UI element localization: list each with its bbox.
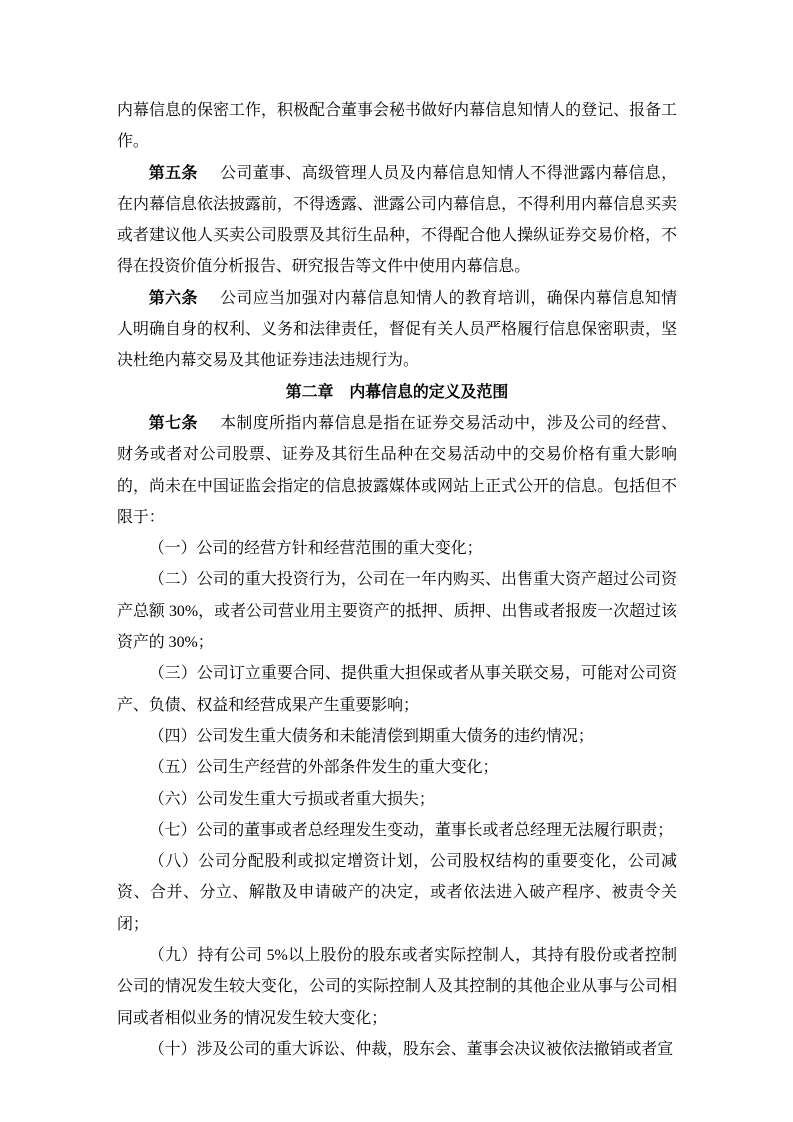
article-6-label: 第六条	[148, 289, 198, 307]
document-body	[117, 95, 677, 1065]
list-item-text: （六）公司发生重大亏损或者重大损失；	[148, 790, 435, 808]
list-item-1	[117, 533, 677, 564]
paragraph-text: 内幕信息的保密工作，积极配合董事会秘书做好内幕信息知情人的登记、报备工作。	[117, 102, 677, 151]
list-item-text: （九）持有公司 5%以上股份的股东或者实际控制人，其持有股份或者控制公司的情况发生较大变化，公司的实际控制人及其控制的其他企业从事与公司相同或者相似业务的情况发生较大变化；	[117, 947, 677, 1027]
list-item-text: （一）公司的经营方针和经营范围的重大变化；	[148, 540, 483, 558]
list-item-6	[117, 784, 677, 815]
list-item-text: （五）公司生产经营的外部条件发生的重大变化；	[148, 759, 499, 777]
article-6-text: 公司应当加强对内幕信息知情人的教育培训，确保内幕信息知情人明确自身的权利、义务和法律责任，督促有关人员严格履行信息保密职责，坚决杜绝内幕交易及其他证券违法违规行为。	[117, 289, 678, 370]
list-item-text: （十）涉及公司的重大诉讼、仲裁，股东会、董事会决议被依法撤销或者宣	[148, 1040, 674, 1058]
article-5-label: 第五条	[148, 164, 198, 182]
list-item-8	[117, 846, 677, 940]
chapter-2-heading: 第二章 内幕信息的定义及范围	[285, 383, 509, 401]
list-item-3	[117, 658, 677, 721]
list-item-2	[117, 564, 677, 658]
article-6-paragraph	[117, 283, 677, 377]
list-item-4	[117, 721, 677, 752]
list-item-text: （三）公司订立重要合同、提供重大担保或者从事关联交易，可能对公司资产、负债、权益和经营成果产生重要影响；	[117, 665, 677, 714]
list-item-5	[117, 752, 677, 783]
list-item-text: （四）公司发生重大债务和未能清偿到期重大债务的违约情况；	[148, 727, 594, 745]
list-item-text: （二）公司的重大投资行为，公司在一年内购买、出售重大资产超过公司资产总额 30%，或者公司营业用主要资产的抵押、质押、出售或者报废一次超过该资产的 30%；	[117, 571, 677, 652]
list-item-text: （八）公司分配股利或拟定增资计划，公司股权结构的重要变化，公司减资、合并、分立、解散及申请破产的决定，或者依法进入破产程序、被责令关闭；	[117, 853, 677, 933]
article-7-text: 本制度所指内幕信息是指在证券交易活动中，涉及公司的经营、财务或者对公司股票、证券及其衍生品种在交易活动中的交易价格有重大影响的，尚未在中国证监会指定的信息披露媒体或网站上正式公开的信息。包括但不限于：	[117, 414, 678, 526]
continuation-paragraph	[117, 95, 677, 158]
list-item-text: （七）公司的董事或者总经理发生变动，董事长或者总经理无法履行职责；	[148, 821, 674, 839]
list-item-7	[117, 815, 677, 846]
list-item-9	[117, 940, 677, 1034]
list-item-10	[117, 1034, 677, 1065]
article-7-paragraph	[117, 408, 677, 533]
article-7-label: 第七条	[148, 414, 198, 432]
article-5-paragraph	[117, 158, 677, 283]
article-5-text: 公司董事、高级管理人员及内幕信息知情人不得泄露内幕信息，在内幕信息依法披露前，不得透露、泄露公司内幕信息，不得利用内幕信息买卖或者建议他人买卖公司股票及其衍生品种，不得配合他人操纵证券交易价格，不得在投资价值分析报告、研究报告等文件中使用内幕信息。	[117, 164, 678, 276]
